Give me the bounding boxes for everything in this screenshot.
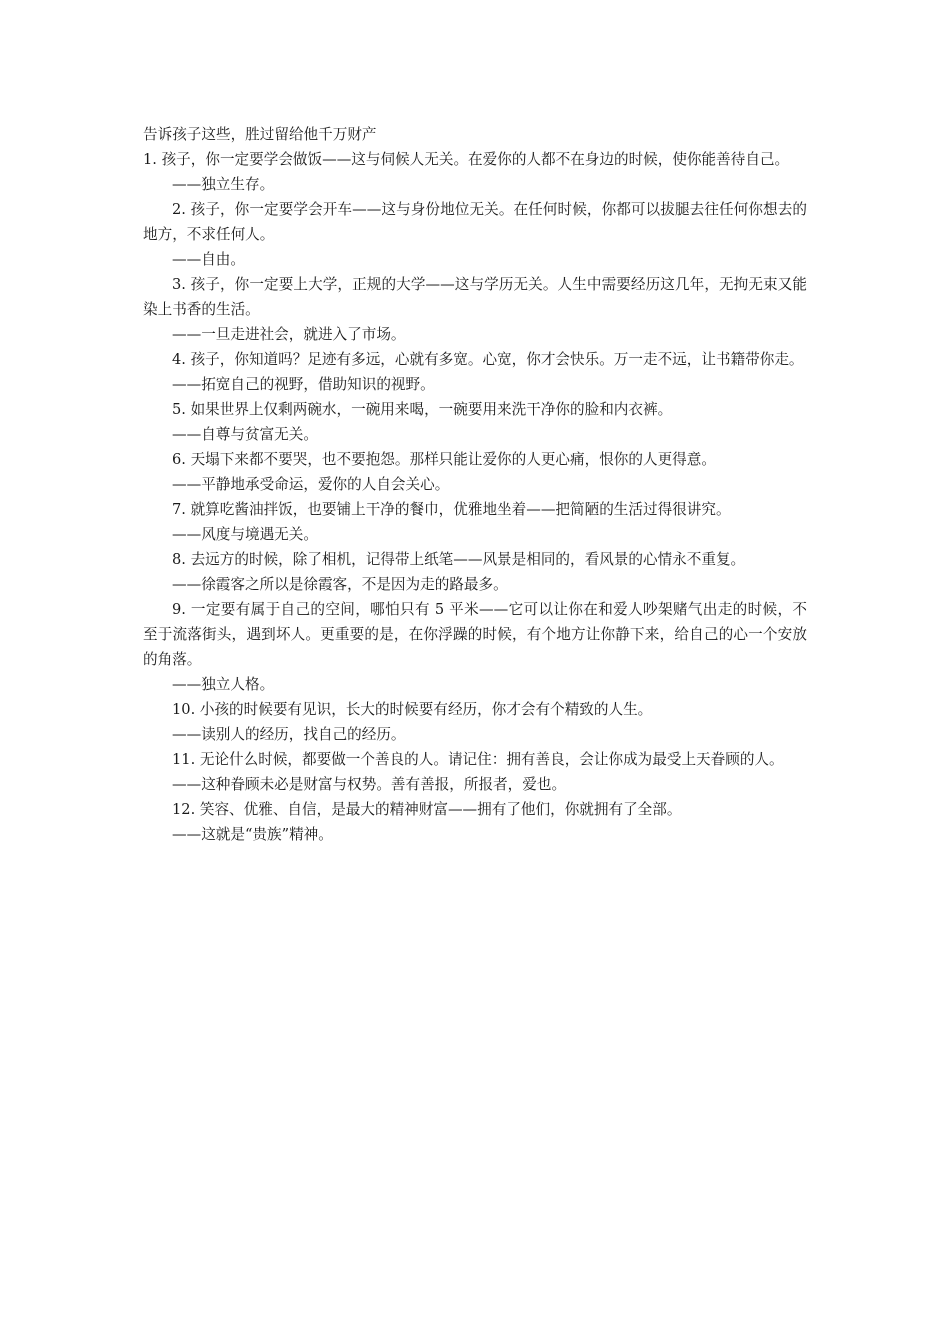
paragraph-4: 4. 孩子，你知道吗？足迹有多远，心就有多宽。心宽，你才会快乐。万一走不远，让书籍带你走。 — [172, 351, 804, 368]
paragraph-2: 2. 孩子，你一定要学会开车——这与身份地位无关。在任何时候，你都可以拔腿去往任何你想去的地方，不求任何人。 — [143, 201, 807, 243]
paragraph-5-note: ——自尊与贫富无关。 — [172, 426, 318, 443]
paragraph-8: 8. 去远方的时候，除了相机，记得带上纸笔——风景是相同的，看风景的心情永不重复。 — [172, 551, 746, 568]
paragraph-10: 10. 小孩的时候要有见识，长大的时候要有经历，你才会有个精致的人生。 — [172, 701, 653, 718]
document-title: 告诉孩子这些，胜过留给他千万财产 — [143, 126, 377, 143]
paragraph-12: 12. 笑容、优雅、自信，是最大的精神财富——拥有了他们，你就拥有了全部。 — [172, 801, 682, 818]
paragraph-10-note: ——读别人的经历，找自己的经历。 — [172, 726, 406, 743]
paragraph-3-note: ——一旦走进社会，就进入了市场。 — [172, 326, 406, 343]
paragraph-9: 9. 一定要有属于自己的空间，哪怕只有 5 平米——它可以让你在和爱人吵架赌气出走的时候，不至于流落街头，遇到坏人。更重要的是，在你浮躁的时候，有个地方让你静下来，给自己的心一个安放的角落。 — [143, 601, 807, 668]
paragraph-6-note: ——平静地承受命运，爱你的人自会关心。 — [172, 476, 450, 493]
paragraph-3: 3. 孩子，你一定要上大学，正规的大学——这与学历无关。人生中需要经历这几年，无拘无束又能染上书香的生活。 — [143, 276, 807, 318]
paragraph-11: 11. 无论什么时候，都要做一个善良的人。请记住：拥有善良，会让你成为最受上天眷顾的人。 — [172, 751, 784, 768]
paragraph-11-note: ——这种眷顾未必是财富与权势。善有善报，所报者，爱也。 — [172, 776, 567, 793]
document-body — [143, 122, 807, 847]
paragraph-8-note: ——徐霞客之所以是徐霞客，不是因为走的路最多。 — [172, 576, 508, 593]
paragraph-1-note: ——独立生存。 — [172, 176, 275, 193]
paragraph-7: 7. 就算吃酱油拌饭，也要铺上干净的餐巾，优雅地坐着——把简陋的生活过得很讲究。 — [172, 501, 731, 518]
paragraph-7-note: ——风度与境遇无关。 — [172, 526, 318, 543]
paragraph-1: 1. 孩子，你一定要学会做饭——这与伺候人无关。在爱你的人都不在身边的时候，使你能善待自己。 — [143, 151, 790, 168]
paragraph-12-note: ——这就是“贵族”精神。 — [172, 826, 333, 843]
paragraph-9-note: ——独立人格。 — [172, 676, 275, 693]
paragraph-4-note: ——拓宽自己的视野，借助知识的视野。 — [172, 376, 435, 393]
paragraph-6: 6. 天塌下来都不要哭，也不要抱怨。那样只能让爱你的人更心痛，恨你的人更得意。 — [172, 451, 716, 468]
paragraph-2-note: ——自由。 — [172, 251, 245, 268]
paragraph-5: 5. 如果世界上仅剩两碗水，一碗用来喝，一碗要用来洗干净你的脸和内衣裤。 — [172, 401, 673, 418]
